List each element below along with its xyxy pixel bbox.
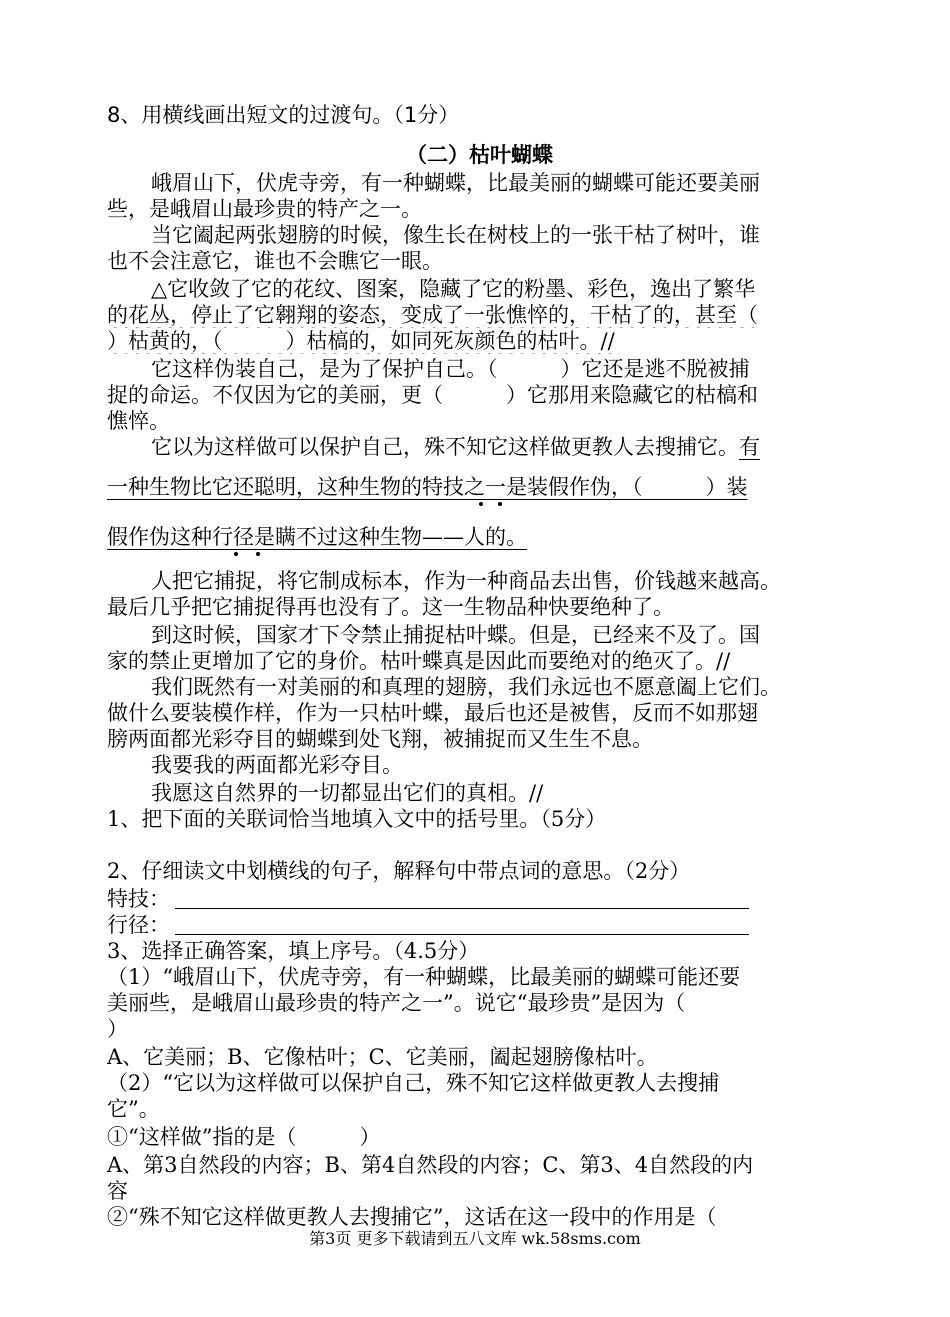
passage-line: 也不会注意它，谁也不会瞧它一眼。: [107, 249, 443, 273]
emphasis-dot: [234, 552, 238, 556]
question-3-line: （2）“它以为这样做可以保护自己，殊不知它这样做更教人去搜捕: [107, 1071, 720, 1095]
passage-title: （二）枯叶蝴蝶: [406, 143, 553, 167]
passage-line: 人把它捕捉，将它制成标本，作为一种商品去出售，价钱越来越高。: [151, 569, 781, 593]
question-8: 8、用横线画出短文的过渡句。（1分）: [107, 103, 460, 127]
question-2: 2、仔细读文中划横线的句子，解释句中带点词的意思。（2分）: [107, 859, 691, 883]
underlined-sentence: 一种生物比它还聪明，这种生物的特技之一是装假作伪，（ ）装: [107, 475, 748, 499]
passage-line: 最后几乎把它捕捉得再也没有了。这一生物品种快要绝种了。: [107, 595, 674, 619]
passage-line: 些，是峨眉山最珍贵的特产之一。: [107, 197, 422, 221]
emphasis-dot: [479, 502, 483, 506]
passage-line: 我愿这自然界的一切都显出它们的真相。//: [151, 781, 544, 805]
passage-line: 我们既然有一对美丽的和真理的翅膀，我们永远也不愿意阖上它们。: [151, 675, 781, 699]
question-3-options: A、第3自然段的内容；B、第4自然段的内容；C、第3、4自然段的内: [107, 1153, 754, 1177]
question-3-line: 容: [107, 1179, 128, 1203]
answer-blank-line[interactable]: [175, 934, 749, 935]
question-3-line: ②“殊不知它这样做更教人去搜捕它”，这话在这一段中的作用是（: [107, 1205, 717, 1229]
question-3-line: ）: [107, 1017, 128, 1041]
passage-line: 我要我的两面都光彩夺目。: [151, 753, 403, 777]
passage-line: 家的禁止更增加了它的身价。枯叶蝶真是因此而要绝对的绝灭了。//: [107, 649, 731, 673]
passage-line-mixed: [107, 434, 852, 460]
question-3: 3、选择正确答案，填上序号。（4.5分）: [107, 939, 480, 963]
passage-line: 憔悴。: [107, 409, 170, 433]
passage-sentence: 它以为这样做可以保护自己，殊不知它这样做更教人去搜捕它。: [151, 435, 739, 459]
passage-line: △它收敛了它的花纹、图案，隐藏了它的粉墨、彩色，逸出了繁华: [151, 277, 756, 301]
answer-label-teji: 特技：: [107, 887, 170, 911]
question-1: 1、把下面的关联词恰当地填入文中的括号里。（5分）: [107, 807, 607, 831]
passage-line: 当它阖起两张翅膀的时候，像生长在树枝上的一张干枯了树叶，谁: [151, 223, 760, 247]
page-footer: 第3页 更多下载请到五八文库 wk.58sms.com: [309, 1229, 641, 1248]
question-3-line: 美丽些，是峨眉山最珍贵的特产之一”。说它“最珍贵”是因为（: [107, 991, 686, 1015]
question-3-options: A、它美丽；B、它像枯叶；C、它美丽，阖起翅膀像枯叶。: [107, 1045, 658, 1069]
passage-line: 到这时候，国家才下令禁止捕捉枯叶蝶。但是，已经来不及了。国: [151, 623, 760, 647]
passage-line: 它这样伪装自己，是为了保护自己。（ ）它还是逃不脱被捕: [151, 357, 750, 381]
passage-line: 峨眉山下，伏虎寺旁，有一种蝴蝶，比最美丽的蝴蝶可能还要美丽: [151, 171, 760, 195]
passage-line: 膀两面都光彩夺目的蝴蝶到处飞翔，被捕捉而又生生不息。: [107, 727, 653, 751]
underlined-sentence-start: 有: [739, 435, 760, 459]
passage-line: 捉的命运。不仅因为它的美丽，更（ ）它那用来隐藏它的枯槁和: [107, 383, 758, 407]
passage-line-wavy: 的花丛，停止了它翱翔的姿态，变成了一张憔悴的，干枯了的，甚至（: [107, 303, 758, 327]
question-3-line: 它”。: [107, 1097, 160, 1121]
emphasis-dot: [256, 552, 260, 556]
passage-line-wavy: ）枯黄的，（ ）枯槁的，如同死灰颜色的枯叶。//: [107, 329, 615, 353]
emphasis-dot: [498, 502, 502, 506]
answer-blank-line[interactable]: [175, 908, 749, 909]
question-3-line: （1）“峨眉山下，伏虎寺旁，有一种蝴蝶，比最美丽的蝴蝶可能还要: [107, 965, 741, 989]
question-3-line: ①“这样做”指的是（ ）: [107, 1125, 381, 1149]
answer-label-xingjing: 行径：: [107, 913, 170, 937]
underlined-sentence: 假作伪这种行径是瞒不过这种生物——人的。: [107, 525, 527, 549]
passage-line: 做什么要装模作样，作为一只枯叶蝶，最后也还是被售，反而不如那翅: [107, 701, 758, 725]
